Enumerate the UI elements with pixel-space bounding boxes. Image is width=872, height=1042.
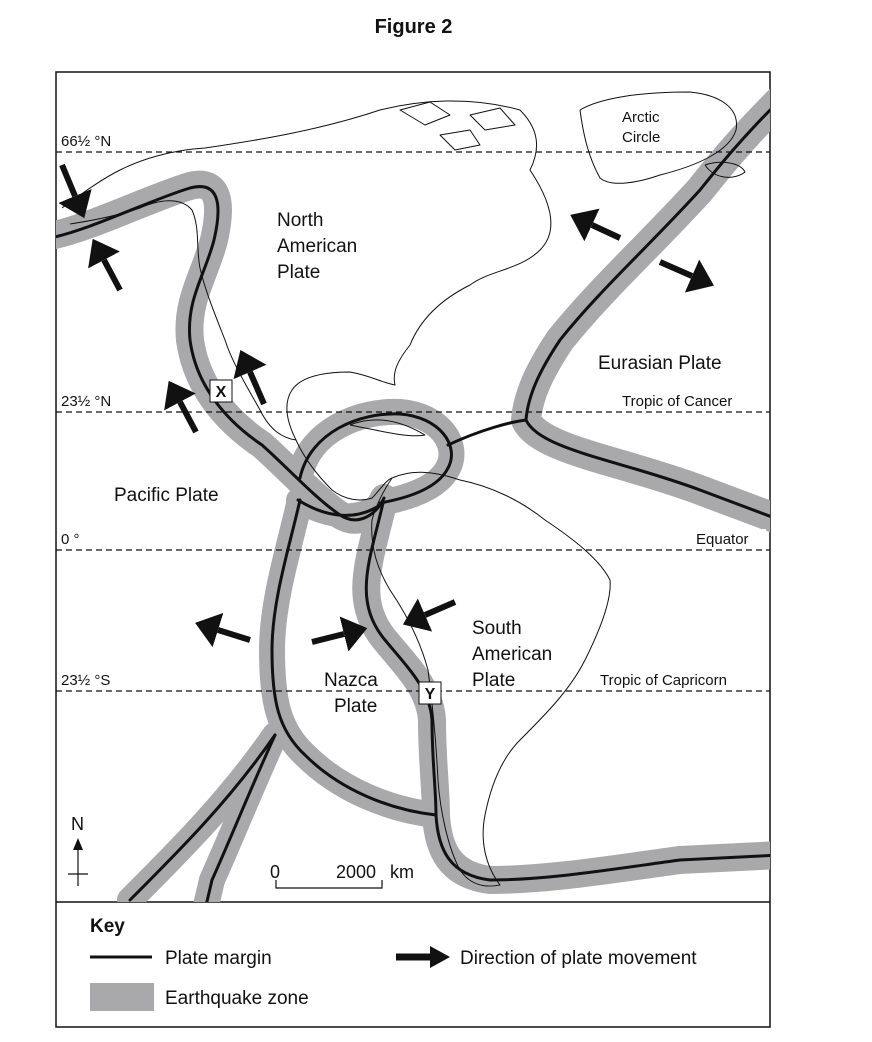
key-earthquake-label: Earthquake zone <box>165 988 309 1009</box>
arrow-atlantic-east <box>660 262 692 276</box>
label-north-american-2: American <box>277 236 358 257</box>
key-plate-margin-label: Plate margin <box>165 948 272 969</box>
label-equator-left: 0 ° <box>61 531 80 548</box>
label-capricorn-left: 23½ °S <box>61 672 111 689</box>
key-direction-arrow-icon <box>430 946 450 968</box>
scale-unit: km <box>390 862 414 882</box>
label-nazca-1: Nazca <box>324 670 378 691</box>
north-arrow <box>68 814 88 886</box>
marker-y-label: Y <box>424 686 436 703</box>
marker-x <box>210 380 232 402</box>
label-pacific: Pacific Plate <box>114 485 219 506</box>
label-equator-right: Equator <box>696 531 749 548</box>
label-south-american-3: Plate <box>472 670 516 691</box>
arrow-nw-pacific <box>104 260 120 290</box>
label-arctic-right-1: Arctic <box>622 109 660 126</box>
key-title: Key <box>90 916 125 937</box>
north-label: N <box>71 814 84 834</box>
label-north-american-1: North <box>277 210 324 231</box>
key-earthquake-swatch <box>90 983 154 1011</box>
scale-start: 0 <box>270 862 281 882</box>
label-cancer-right: Tropic of Cancer <box>622 393 733 410</box>
label-nazca-2: Plate <box>334 696 378 717</box>
arctic-islands <box>400 102 515 150</box>
label-north-american-3: Plate <box>277 262 321 283</box>
arrow-x-right <box>250 372 264 404</box>
arrow-nazca-east <box>312 634 344 642</box>
label-arctic-right-2: Circle <box>622 129 661 146</box>
zone-mid-atlantic <box>526 100 780 520</box>
label-cancer-left: 23½ °N <box>61 393 112 410</box>
label-capricorn-right: Tropic of Capricorn <box>600 672 727 689</box>
marker-x-label: X <box>215 384 227 401</box>
figure-title: Figure 2 <box>374 16 453 38</box>
arrow-x-left <box>180 402 196 432</box>
scale-bar <box>270 862 414 888</box>
arrow-atlantic-west <box>592 225 620 238</box>
label-arctic-left: 66½ °N <box>61 133 112 150</box>
marker-y <box>419 682 441 704</box>
key <box>90 916 697 1011</box>
scale-end: 2000 <box>336 862 377 882</box>
zone-aleutian-west-coast <box>50 185 384 520</box>
arrow-alaska-down <box>62 165 75 196</box>
label-south-american-1: South <box>472 618 522 639</box>
arrow-pacific-west <box>218 630 250 640</box>
arrow-south-america-west <box>425 602 455 615</box>
label-south-american-2: American <box>472 644 553 665</box>
key-direction-label: Direction of plate movement <box>460 948 697 969</box>
label-eurasian: Eurasian Plate <box>598 353 722 374</box>
